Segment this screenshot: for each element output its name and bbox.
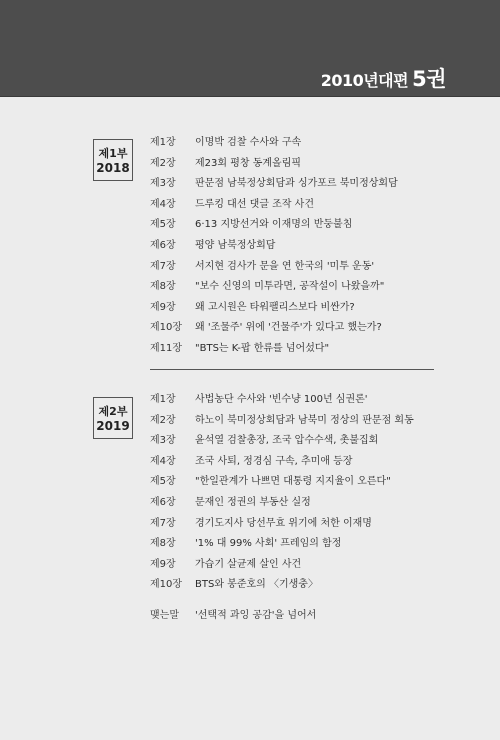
chapter-number: 제1장	[150, 394, 176, 405]
chapter-title: 윤석열 검찰총장, 조국 압수수색, 촛불집회	[195, 435, 379, 447]
chapter-title: 경기도지사 당선무효 위기에 처한 이재명	[195, 517, 372, 529]
part-2-label: 제2부	[98, 405, 128, 418]
chapter-title: 이명박 검찰 수사와 구속	[195, 137, 302, 148]
header-band	[0, 0, 500, 97]
chapter-number: 제10장	[150, 579, 183, 591]
chapter-item[interactable]	[150, 390, 414, 411]
chapter-title: 왜 고시원은 타워팰리스보다 비싼가?	[195, 301, 355, 313]
chapter-item[interactable]	[150, 575, 414, 596]
chapter-item[interactable]	[150, 514, 414, 535]
chapter-number: 제5장	[150, 219, 176, 231]
part-1-label: 제1부	[98, 147, 128, 160]
chapter-title: 하노이 북미정상회담과 남북미 정상의 판문점 회동	[195, 414, 414, 426]
chapter-number: 제6장	[150, 496, 176, 508]
chapter-number: 제4장	[150, 198, 176, 210]
book-title	[321, 63, 446, 93]
part-1-chapter-list	[150, 133, 398, 360]
chapter-title: 제23회 평창 동계올림픽	[195, 157, 302, 169]
chapter-number: 제9장	[150, 558, 176, 570]
volume-label: 5권	[412, 67, 446, 91]
chapter-item[interactable]	[150, 236, 398, 257]
chapter-number: 제2장	[150, 414, 176, 426]
chapter-item[interactable]	[150, 133, 398, 154]
chapter-title: 서지현 검사가 문을 연 한국의 '미투 운동'	[195, 260, 375, 272]
section-divider	[150, 369, 434, 370]
chapter-title: 왜 '조물주' 위에 '건물주'가 있다고 했는가?	[195, 322, 382, 334]
chapter-item[interactable]	[150, 257, 398, 278]
chapter-number: 제7장	[150, 260, 176, 272]
part-2-box	[93, 397, 133, 439]
chapter-item[interactable]	[150, 174, 398, 195]
chapter-number: 제8장	[150, 281, 176, 293]
chapter-title: 드루킹 대선 댓글 조작 사건	[195, 198, 314, 210]
chapter-number: 제4장	[150, 455, 176, 467]
chapter-item[interactable]	[150, 195, 398, 216]
chapter-item[interactable]	[150, 493, 414, 514]
chapter-number: 제5장	[150, 476, 176, 488]
part-1-year: 2018	[96, 161, 130, 175]
chapter-title: 가습기 살균제 살인 사건	[195, 558, 302, 570]
chapter-title: 조국 사퇴, 정경심 구속, 추미애 등장	[195, 455, 353, 467]
book-title-text: 2010년대편	[320, 71, 409, 90]
closing-item[interactable]	[150, 606, 316, 627]
closing-title: '선택적 과잉 공감'을 넘어서	[195, 610, 317, 621]
chapter-title: 문재인 정권의 부동산 실정	[195, 496, 311, 508]
chapter-number: 제11장	[150, 342, 183, 354]
chapter-title: BTS와 봉준호의 〈기생충〉	[195, 579, 318, 591]
chapter-item[interactable]	[150, 318, 398, 339]
chapter-number: 제2장	[150, 157, 176, 169]
chapter-number: 제3장	[150, 178, 176, 190]
part-2-year: 2019	[96, 419, 130, 433]
chapter-title: 6·13 지방선거와 이재명의 반둥불침	[195, 219, 353, 231]
chapter-title: 평양 남북정상회담	[195, 239, 276, 251]
chapter-title: 사법농단 수사와 '빈수냥 100년 심권론'	[195, 394, 368, 405]
chapter-number: 제3장	[150, 435, 176, 447]
chapter-item[interactable]	[150, 452, 414, 473]
chapter-item[interactable]	[150, 472, 414, 493]
chapter-title: "한일관계가 나쁘면 대통령 지지율이 오른다"	[195, 476, 391, 488]
chapter-item[interactable]	[150, 298, 398, 319]
chapter-title: "보수 신영의 미투라면, 공작설이 나왔을까"	[195, 281, 385, 293]
part-1-box	[93, 139, 133, 181]
chapter-item[interactable]	[150, 411, 414, 432]
chapter-number: 제6장	[150, 239, 176, 251]
chapter-item[interactable]	[150, 339, 398, 360]
chapter-title: 판문점 남북정상회담과 싱가포르 북미정상회담	[195, 178, 398, 190]
chapter-item[interactable]	[150, 431, 414, 452]
chapter-item[interactable]	[150, 534, 414, 555]
chapter-title: "BTS는 K-팝 한류를 넘어섰다"	[195, 342, 330, 354]
chapter-number: 제10장	[150, 322, 183, 334]
part-2-chapter-list	[150, 390, 414, 596]
closing-label: 맺는말	[150, 610, 179, 621]
chapter-item[interactable]	[150, 555, 414, 576]
chapter-item[interactable]	[150, 215, 398, 236]
chapter-title: '1% 대 99% 사회' 프레임의 함정	[195, 538, 342, 550]
chapter-number: 제1장	[150, 137, 176, 148]
chapter-item[interactable]	[150, 277, 398, 298]
chapter-number: 제8장	[150, 538, 176, 550]
chapter-number: 제7장	[150, 517, 176, 529]
chapter-number: 제9장	[150, 301, 176, 313]
chapter-item[interactable]	[150, 154, 398, 175]
